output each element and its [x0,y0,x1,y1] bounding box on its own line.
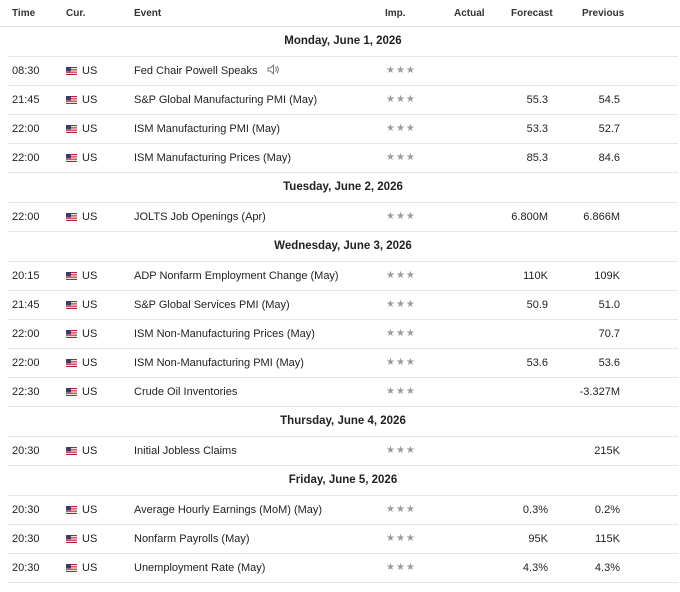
table-row[interactable] [8,115,678,144]
event-currency: US [82,504,98,516]
event-name[interactable]: ISM Non-Manufacturing PMI (May) [134,357,304,369]
event-name[interactable]: Fed Chair Powell Speaks [134,65,258,77]
event-currency: US [82,357,98,369]
event-name[interactable]: ISM Non-Manufacturing Prices (May) [134,328,315,340]
event-time: 20:30 [12,562,40,574]
header-previous[interactable]: Previous [582,8,625,19]
event-forecast: 4.3% [522,562,548,574]
us-flag-icon [66,447,77,455]
importance-stars: ★★★ [386,123,416,134]
event-name-cell[interactable] [134,378,237,406]
us-flag-icon [66,154,77,162]
event-currency: US [82,152,98,164]
event-name-cell[interactable] [134,496,322,524]
event-name-cell[interactable] [134,144,291,172]
us-flag-icon [66,96,77,104]
event-name[interactable]: Initial Jobless Claims [134,445,237,457]
event-name-cell[interactable] [134,554,265,582]
event-name[interactable]: ISM Manufacturing PMI (May) [134,123,281,135]
table-row[interactable] [8,86,678,115]
importance-stars: ★★★ [386,211,416,222]
header-forecast[interactable]: Forecast [511,8,553,19]
importance-stars: ★★★ [386,152,416,163]
event-time: 20:30 [12,445,40,457]
event-time: 21:45 [12,94,40,106]
us-flag-icon [66,301,77,309]
importance-stars: ★★★ [386,357,416,368]
us-flag-icon [66,272,77,280]
event-currency: US [82,211,98,223]
event-previous: 70.7 [598,328,620,340]
importance-stars: ★★★ [386,445,416,456]
header-event[interactable]: Event [134,8,162,19]
importance-stars: ★★★ [386,270,416,281]
event-currency: US [82,562,98,574]
day-header: Friday, June 5, 2026 [8,466,678,496]
event-previous: 0.2% [594,504,620,516]
event-currency: US [82,94,98,106]
event-name-cell[interactable] [134,291,290,319]
event-name-cell[interactable] [134,57,280,86]
event-previous: 4.3% [594,562,620,574]
us-flag-icon [66,564,77,572]
event-forecast: 110K [523,270,548,282]
event-time: 22:00 [12,123,40,135]
us-flag-icon [66,330,77,338]
event-time: 22:00 [12,211,40,223]
event-time: 08:30 [12,65,40,77]
event-previous: 115K [595,533,620,545]
header-currency[interactable]: Cur. [66,8,86,19]
event-forecast: 53.3 [526,123,548,135]
day-header: Thursday, June 4, 2026 [8,407,678,437]
importance-stars: ★★★ [386,562,416,573]
event-previous: 51.0 [598,299,620,311]
event-time: 22:00 [12,357,40,369]
importance-stars: ★★★ [386,65,416,76]
event-currency: US [82,123,98,135]
day-header: Wednesday, June 3, 2026 [8,232,678,262]
event-name[interactable]: ADP Nonfarm Employment Change (May) [134,270,339,282]
us-flag-icon [66,67,77,75]
event-name[interactable]: Nonfarm Payrolls (May) [134,533,250,545]
event-currency: US [82,445,98,457]
header-time[interactable]: Time [12,8,36,19]
importance-stars: ★★★ [386,533,416,544]
event-name[interactable]: S&P Global Manufacturing PMI (May) [134,94,318,106]
importance-stars: ★★★ [386,94,416,105]
event-name-cell[interactable] [134,437,237,465]
event-forecast: 6.800M [511,211,548,223]
event-previous: 52.7 [598,123,620,135]
event-previous: 215K [594,445,620,457]
event-name[interactable]: Average Hourly Earnings (MoM) (May) [134,504,323,516]
event-time: 22:00 [12,152,40,164]
importance-stars: ★★★ [386,299,416,310]
table-body [0,27,680,583]
us-flag-icon [66,506,77,514]
event-time: 22:00 [12,328,40,340]
speaker-icon[interactable] [267,58,280,86]
table-row[interactable] [8,554,678,583]
table-row[interactable] [8,57,678,86]
header-actual[interactable]: Actual [454,8,485,19]
table-row[interactable] [8,378,678,407]
event-previous: -3.327M [579,386,620,398]
event-previous: 53.6 [598,357,620,369]
table-header [0,0,680,27]
event-previous: 84.6 [598,152,620,164]
event-currency: US [82,270,98,282]
us-flag-icon [66,125,77,133]
event-forecast: 53.6 [526,357,548,369]
table-row[interactable] [8,262,678,291]
event-name-cell[interactable] [134,525,250,553]
event-previous: 109K [594,270,620,282]
table-row[interactable] [8,496,678,525]
event-time: 20:30 [12,504,40,516]
event-name[interactable]: JOLTS Job Openings (Apr) [134,211,266,223]
event-name-cell[interactable] [134,320,315,348]
day-header: Tuesday, June 2, 2026 [8,173,678,203]
event-name[interactable]: S&P Global Services PMI (May) [134,299,290,311]
table-row[interactable] [8,320,678,349]
event-forecast: 85.3 [526,152,548,164]
event-name[interactable]: ISM Manufacturing Prices (May) [134,152,292,164]
table-row[interactable] [8,349,678,378]
event-currency: US [82,533,98,545]
event-previous: 54.5 [598,94,620,106]
us-flag-icon [66,535,77,543]
event-name-cell[interactable] [134,86,317,114]
event-currency: US [82,328,98,340]
event-time: 20:15 [12,270,40,282]
us-flag-icon [66,359,77,367]
event-currency: US [82,299,98,311]
us-flag-icon [66,213,77,221]
table-row[interactable] [8,144,678,173]
importance-stars: ★★★ [386,328,416,339]
event-currency: US [82,386,98,398]
event-forecast: 55.3 [526,94,548,106]
importance-stars: ★★★ [386,504,416,515]
event-name[interactable]: Unemployment Rate (May) [134,562,266,574]
event-name-cell[interactable] [134,262,339,290]
event-forecast: 95K [528,533,548,545]
event-name-cell[interactable] [134,349,304,377]
event-currency: US [82,65,98,77]
event-time: 20:30 [12,533,40,545]
us-flag-icon [66,388,77,396]
header-importance[interactable]: Imp. [385,8,406,19]
event-previous: 6.866M [583,211,620,223]
table-row[interactable] [8,437,678,466]
event-name-cell[interactable] [134,203,266,231]
event-name[interactable]: Crude Oil Inventories [134,386,238,398]
importance-stars: ★★★ [386,386,416,397]
event-forecast: 0.3% [522,504,548,516]
table-row[interactable] [8,291,678,320]
event-forecast: 50.9 [526,299,548,311]
table-row[interactable] [8,203,678,232]
event-name-cell[interactable] [134,115,280,143]
table-row[interactable] [8,525,678,554]
event-time: 21:45 [12,299,40,311]
event-time: 22:30 [12,386,40,398]
day-header: Monday, June 1, 2026 [8,27,678,57]
